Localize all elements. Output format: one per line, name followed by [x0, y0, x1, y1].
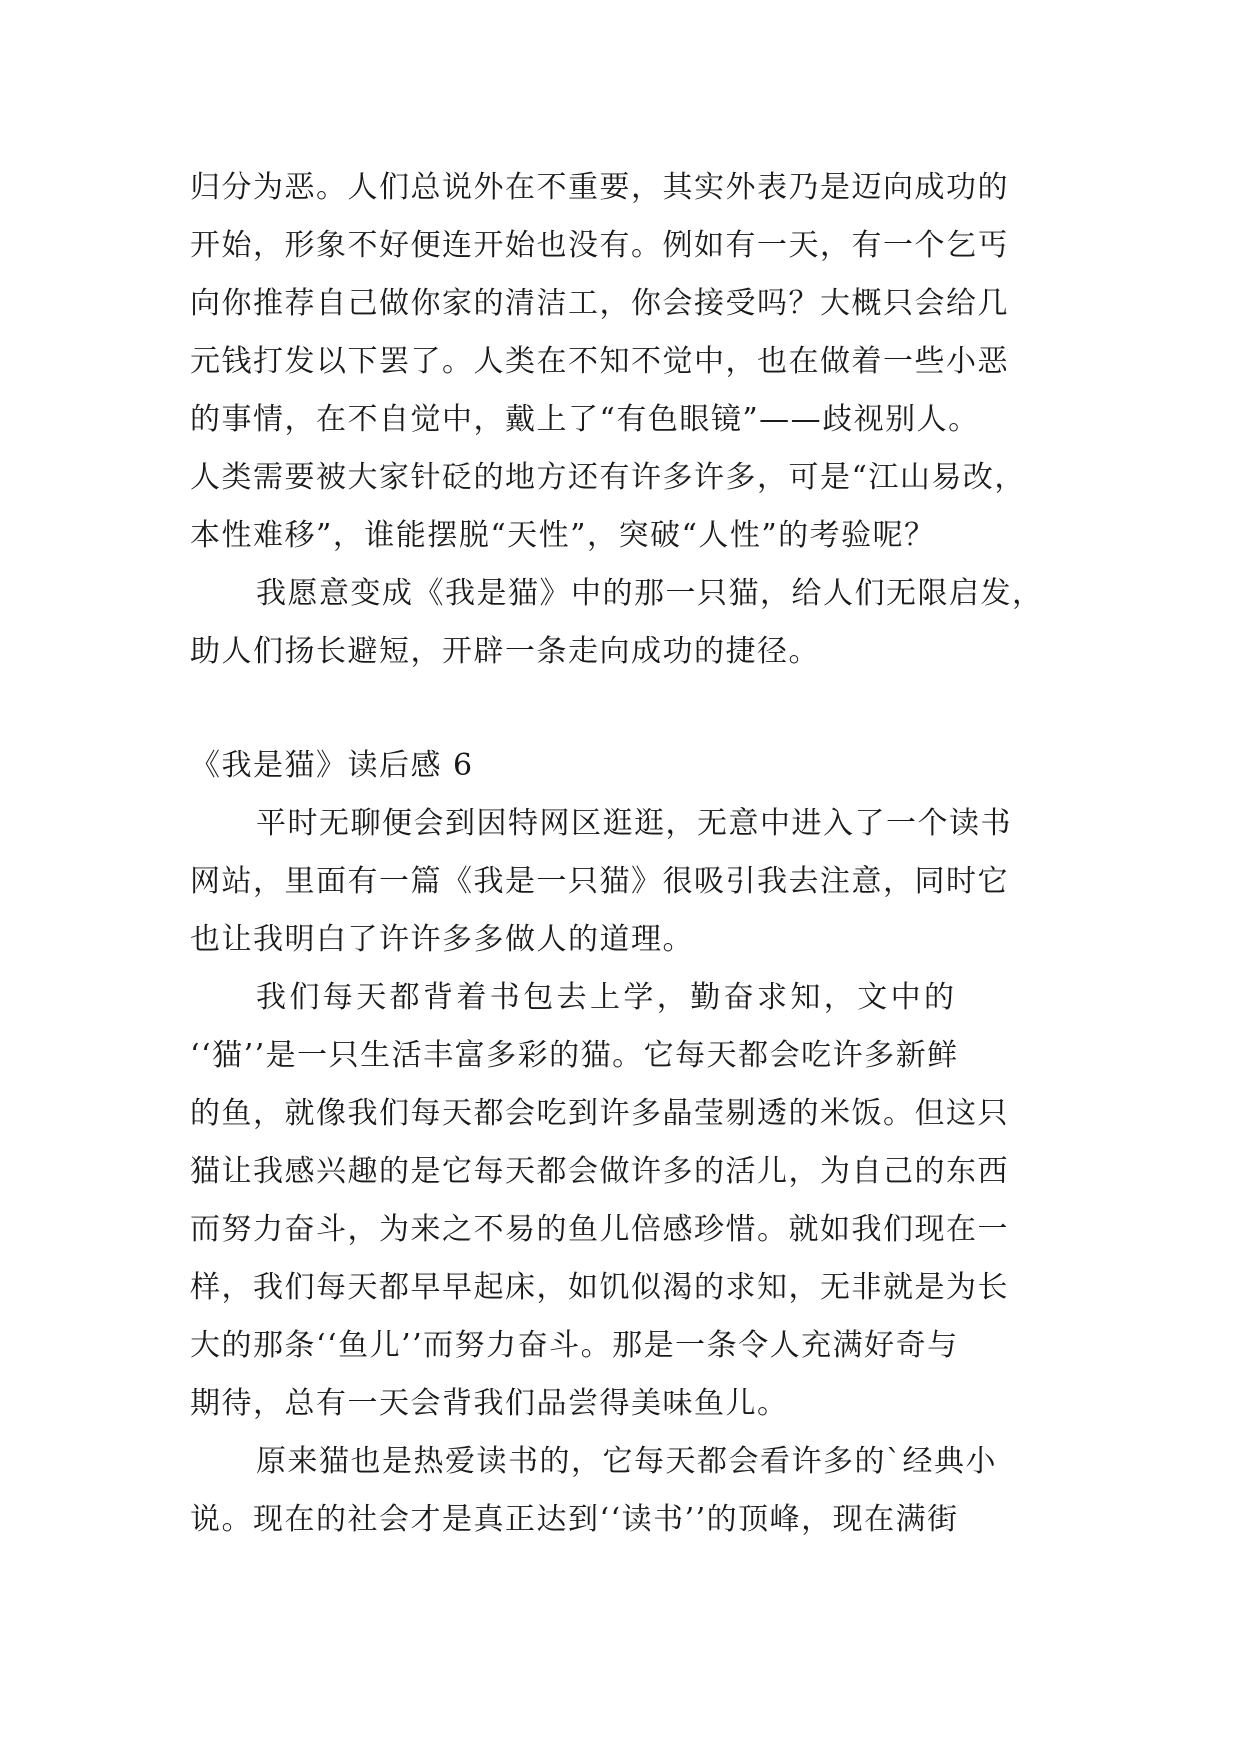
- text-line: 期待，总有一天会背我们品尝得美味鱼儿。: [190, 1386, 789, 1421]
- text-line: 元钱打发以下罢了。人类在不知不觉中，也在做着一些小恶: [190, 344, 1009, 379]
- paragraph-first-line: 我们每天都背着书包去上学，勤奋求知，文中的: [256, 980, 958, 1015]
- text-line: 网站，里面有一篇《我是一只猫》很吸引我去注意，同时它: [190, 864, 1009, 899]
- text-line: 归分为恶。人们总说外在不重要，其实外表乃是迈向成功的: [190, 170, 1009, 205]
- text-line: 开始，形象不好便连开始也没有。例如有一天，有一个乞丐: [190, 228, 1009, 263]
- text-line: 样，我们每天都早早起床，如饥似渴的求知，无非就是为长: [190, 1270, 1009, 1305]
- text-line: 助人们扬长避短，开辟一条走向成功的捷径。: [190, 634, 820, 669]
- text-line: 猫让我感兴趣的是它每天都会做许多的活儿，为自己的东西: [190, 1154, 1009, 1189]
- paragraph-first-line: 我愿意变成《我是猫》中的那一只猫，给人们无限启发，: [256, 576, 1044, 611]
- paragraph-first-line: 平时无聊便会到因特网区逛逛，无意中进入了一个读书: [256, 806, 1012, 841]
- text-line: ‘‘猫’’是一只生活丰富多彩的猫。它每天都会吃许多新鲜: [190, 1038, 959, 1073]
- text-line: 本性难移”，谁能摆脱“天性”，突破“人性”的考验呢？: [190, 518, 936, 553]
- text-line: 向你推荐自己做你家的清洁工，你会接受吗？大概只会给几: [190, 286, 1009, 321]
- text-line: 人类需要被大家针砭的地方还有许多许多，可是“江山易改，: [190, 460, 1026, 495]
- section-title: 《我是猫》读后感 6: [190, 748, 474, 783]
- text-line: 而努力奋斗，为来之不易的鱼儿倍感珍惜。就如我们现在一: [190, 1212, 1009, 1247]
- text-line: 也让我明白了许许多多做人的道理。: [190, 922, 694, 957]
- paragraph-first-line: 原来猫也是热爱读书的，它每天都会看许多的`经典小: [256, 1444, 997, 1479]
- text-line: 说。现在的社会才是真正达到‘‘读书’’的顶峰，现在满街: [190, 1502, 959, 1537]
- text-line: 的鱼，就像我们每天都会吃到许多晶莹剔透的米饭。但这只: [190, 1096, 1009, 1131]
- text-line: 的事情，在不自觉中，戴上了“有色眼镜”——歧视别人。: [190, 402, 980, 437]
- text-line: 大的那条‘‘鱼儿’’而努力奋斗。那是一条令人充满好奇与: [190, 1328, 959, 1363]
